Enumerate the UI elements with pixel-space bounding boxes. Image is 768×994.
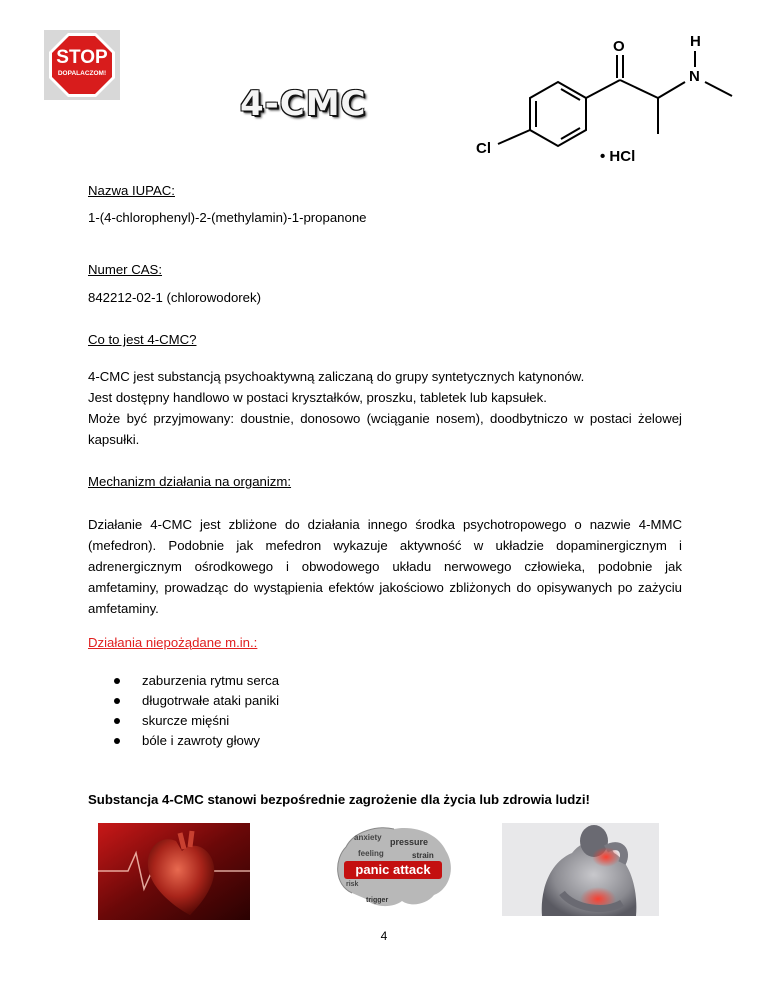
stop-sign-word: STOP bbox=[56, 47, 108, 68]
cas-value: 842212-02-1 (chlorowodorek) bbox=[88, 290, 262, 305]
panic-attack-label: panic attack bbox=[355, 862, 431, 877]
what-line-1: 4-CMC jest substancją psychoaktywną zaliczaną do grupy syntetycznych katynonów. bbox=[88, 369, 585, 384]
mechanism-heading: Mechanizm działania na organizm: bbox=[88, 474, 292, 489]
list-item: zaburzenia rytmu serca bbox=[110, 671, 279, 691]
back-pain-image bbox=[502, 823, 659, 916]
panic-word: pressure bbox=[390, 837, 429, 847]
stop-sign-logo bbox=[44, 30, 120, 100]
mechanism-text: Działanie 4-CMC jest zbliżone do działania innego środka psychotropowego o nazwie 4-MMC (mefedron). Podobnie jak mefedron wykazuje aktywność w układzie dopaminergicznym i adrenergicznym ośrodkowego i obwodowego układu nerwowego człowieka, podobnie jak amfetaminy, prowadząc do wystąpienia efektów jakościowo zbliżonych do opisywanych po zażyciu amfetaminy. bbox=[88, 517, 682, 616]
panic-word: anxiety bbox=[354, 833, 382, 842]
what-heading: Co to jest 4-CMC? bbox=[88, 332, 197, 347]
page-number: 4 bbox=[380, 929, 388, 943]
list-item: skurcze mięśni bbox=[110, 711, 279, 731]
panic-attack-image bbox=[332, 823, 454, 915]
what-line-2: Jest dostępny handlowo w postaci kryształków, proszku, tabletek lub kapsułek. bbox=[88, 390, 547, 405]
list-item: długotrwałe ataki paniki bbox=[110, 691, 279, 711]
cas-heading: Numer CAS: bbox=[88, 262, 163, 277]
side-effects-heading: Działania niepożądane m.in.: bbox=[88, 635, 258, 650]
warning-text: Substancja 4-CMC stanowi bezpośrednie zagrożenie dla życia lub zdrowia ludzi! bbox=[88, 792, 590, 807]
atom-chlorine: Cl bbox=[476, 140, 491, 157]
panic-word: trigger bbox=[366, 897, 389, 904]
atom-hydrogen: H bbox=[690, 33, 701, 50]
list-item: bóle i zawroty głowy bbox=[110, 731, 279, 751]
panic-word: strain bbox=[412, 851, 434, 860]
panic-word: risk bbox=[346, 881, 359, 888]
iupac-heading: Nazwa IUPAC: bbox=[88, 183, 175, 198]
stop-sign-subtext: DOPALACZOM! bbox=[57, 70, 107, 77]
panic-word: feeling bbox=[358, 849, 384, 858]
chemical-structure bbox=[470, 30, 750, 170]
iupac-value: 1-(4-chlorophenyl)-2-(methylamin)-1-propanone bbox=[88, 210, 367, 225]
heart-image bbox=[98, 823, 250, 920]
salt-label: • HCl bbox=[600, 148, 636, 165]
atom-oxygen: O bbox=[613, 38, 625, 55]
what-section bbox=[88, 366, 682, 450]
side-effects-list bbox=[110, 671, 279, 751]
what-line-3: Może być przyjmowany: doustnie, donosowo (wciąganie nosem), doodbytniczo w postaci żelowej kapsułki. bbox=[88, 411, 682, 447]
page-title: 4-CMC bbox=[240, 84, 367, 124]
atom-nitrogen: N bbox=[689, 68, 700, 85]
